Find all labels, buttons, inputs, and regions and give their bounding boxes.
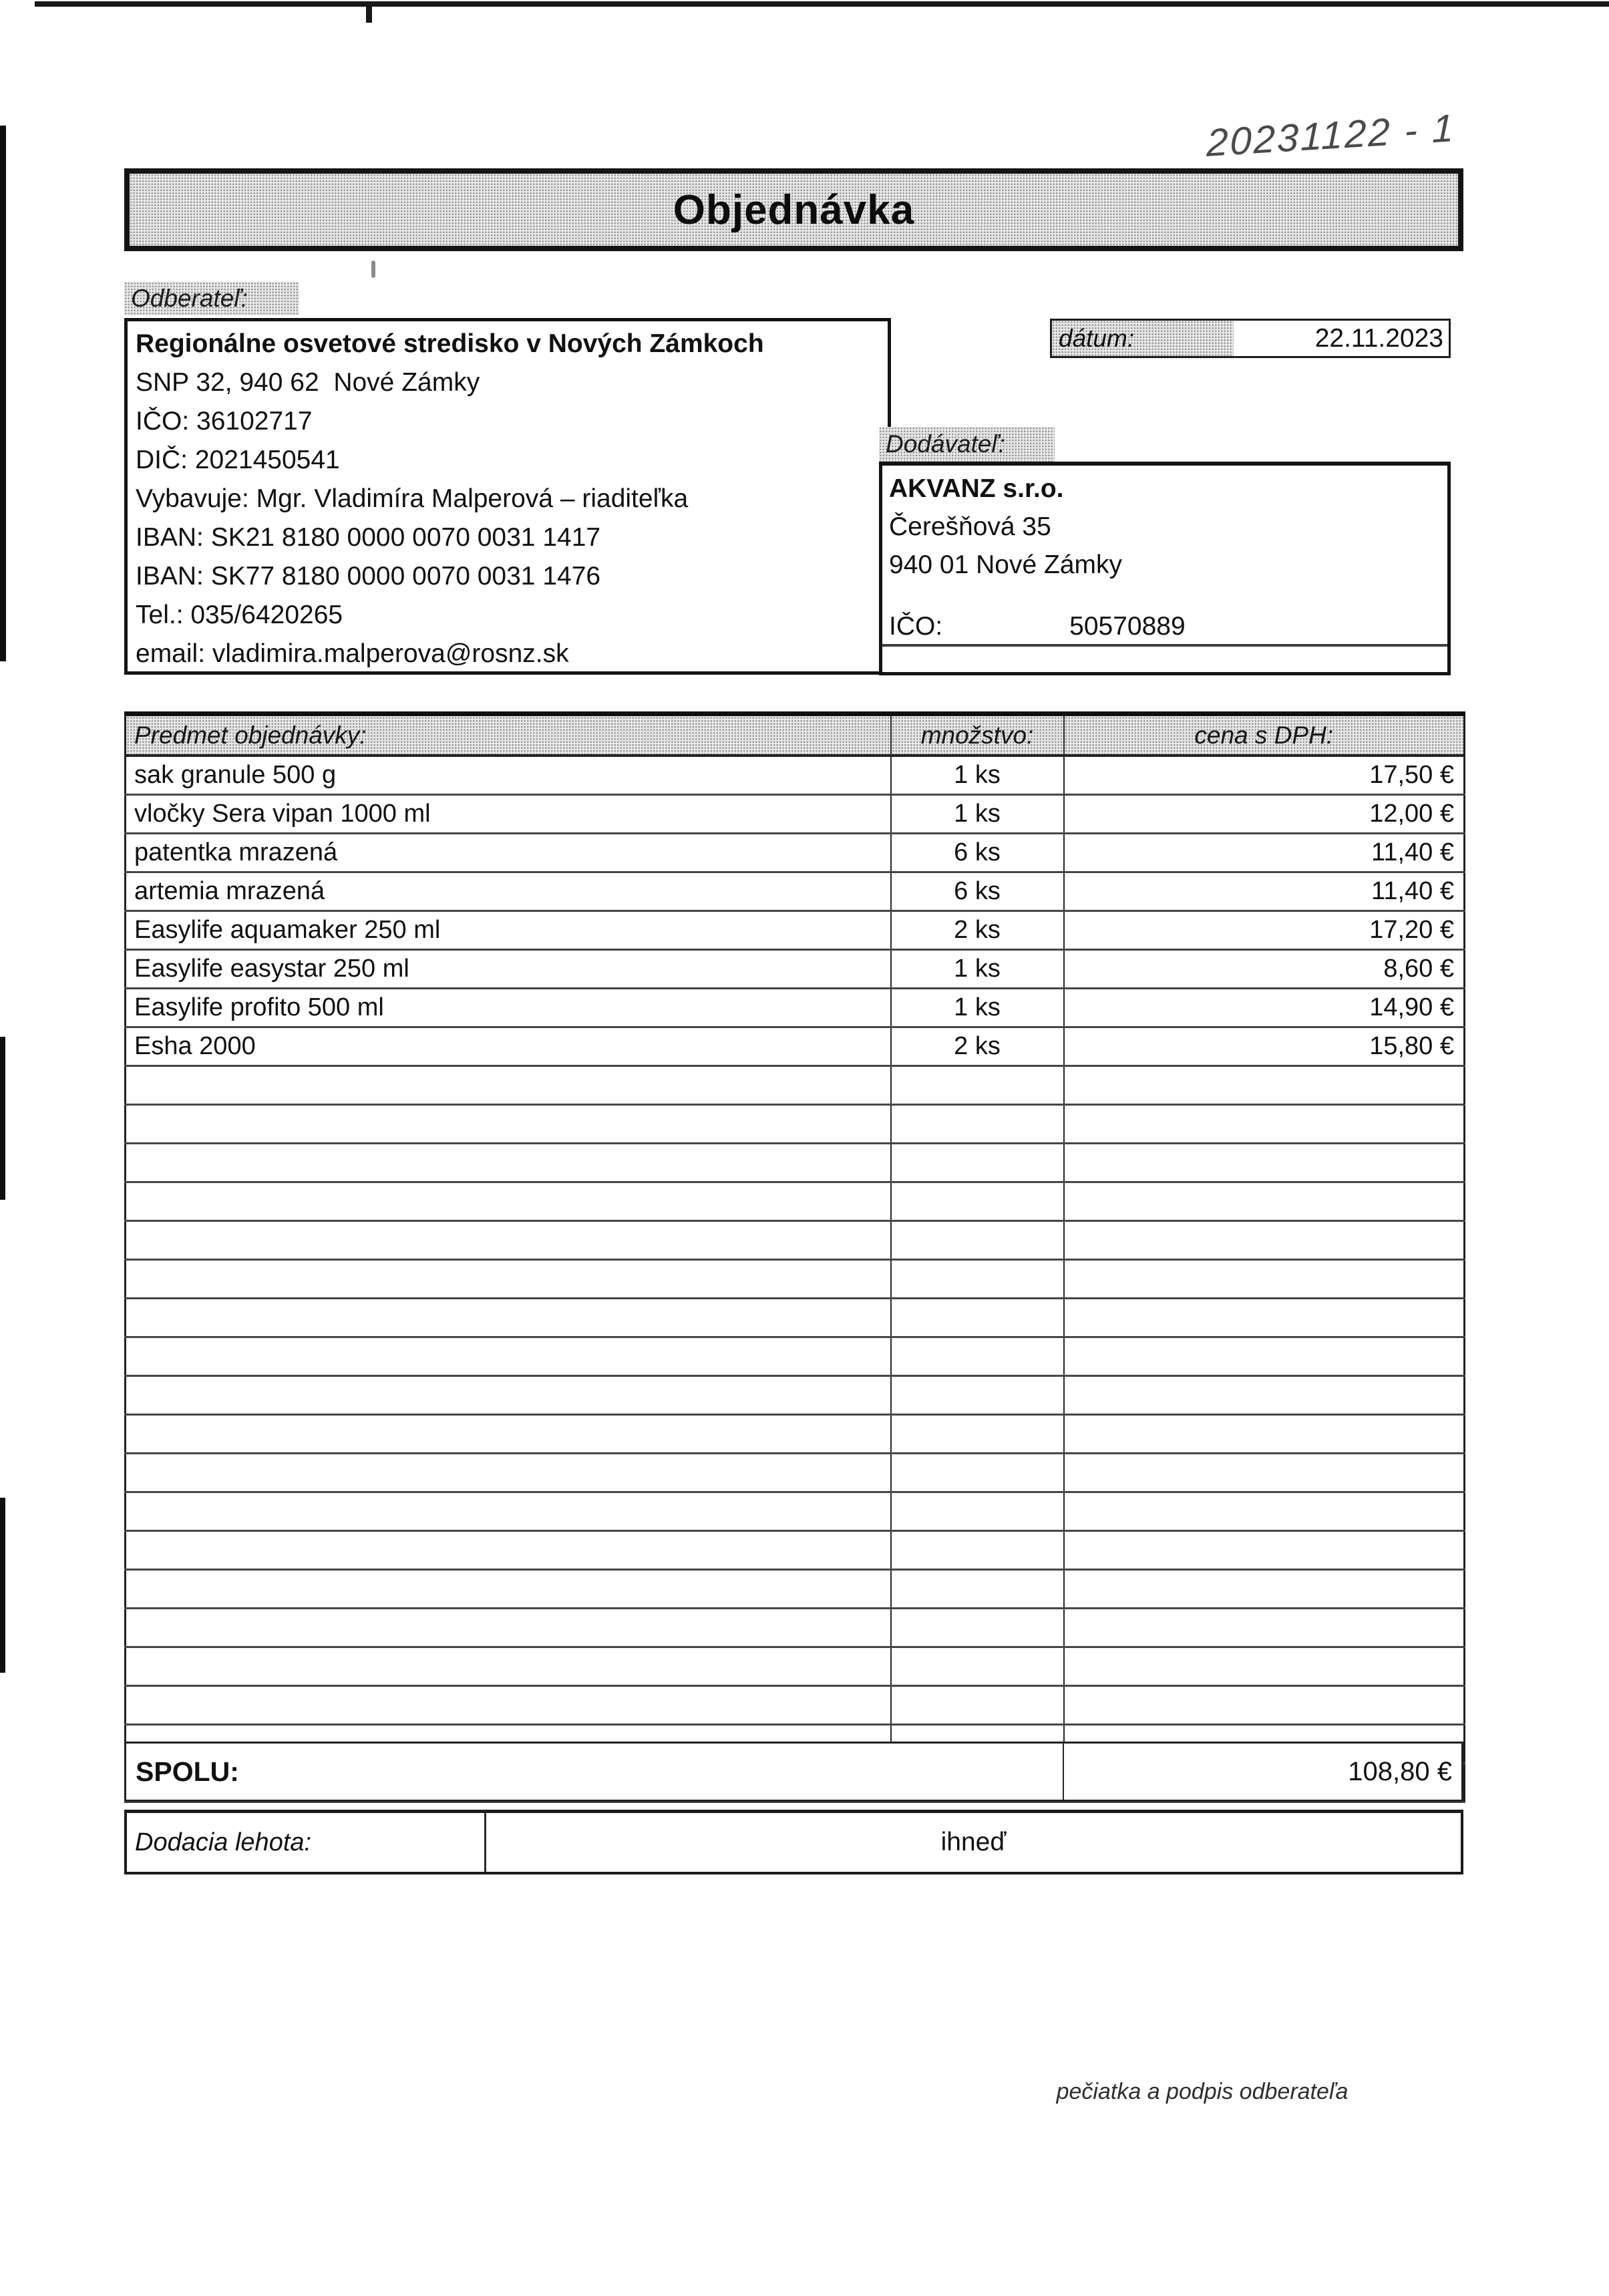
customer-iban-2: IBAN: SK77 8180 0000 0070 0031 1476 [136, 562, 601, 591]
date-row [1050, 319, 1451, 358]
empty-cell [891, 1066, 1064, 1105]
customer-ico: IČO: 36102717 [136, 407, 313, 436]
delivery-value: ihneď [940, 1828, 1007, 1856]
empty-cell [1064, 1647, 1465, 1686]
order-table-empty-row [126, 1454, 1465, 1492]
order-table-empty-row [126, 1337, 1465, 1376]
order-table-row [126, 950, 1465, 989]
empty-cell [1064, 1531, 1465, 1570]
customer-address: SNP 32, 940 62 Nové Zámky [136, 368, 480, 397]
total-value: 108,80 € [1063, 1744, 1461, 1800]
empty-cell [1064, 1609, 1465, 1647]
order-table-row [126, 989, 1465, 1027]
delivery-label: Dodacia lehota: [127, 1813, 486, 1872]
order-items-table [124, 711, 1465, 1803]
empty-cell [1064, 1337, 1465, 1376]
order-table-row [126, 795, 1465, 834]
item-name: artemia mrazená [126, 872, 891, 911]
order-table-empty-row [126, 1221, 1465, 1260]
empty-cell [891, 1647, 1064, 1686]
supplier-street: Čerešňová 35 [889, 512, 1051, 541]
customer-email: email: vladimira.malperova@rosnz.sk [136, 639, 569, 668]
item-name: sak granule 500 g [126, 756, 891, 795]
delivery-row [124, 1810, 1463, 1874]
empty-cell [1064, 1144, 1465, 1182]
empty-cell [891, 1415, 1064, 1454]
empty-cell [126, 1686, 891, 1725]
empty-cell [891, 1492, 1064, 1531]
empty-cell [126, 1376, 891, 1415]
item-name: Easylife aquamaker 250 ml [126, 911, 891, 950]
empty-cell [1064, 1066, 1465, 1105]
empty-cell [1064, 1105, 1465, 1144]
item-price: 12,00 € [1064, 795, 1465, 834]
customer-info-box [124, 318, 891, 675]
empty-cell [126, 1492, 891, 1531]
empty-cell [891, 1531, 1064, 1570]
supplier-ico-label: IČO: [889, 612, 943, 641]
total-row [124, 1742, 1463, 1802]
order-table-header-row [126, 714, 1465, 756]
order-table-empty-row [126, 1260, 1465, 1299]
scan-edge-tick [366, 1, 372, 23]
item-quantity: 2 ks [891, 1027, 1064, 1066]
empty-cell [891, 1337, 1064, 1376]
empty-cell [126, 1337, 891, 1376]
empty-cell [126, 1144, 891, 1182]
order-table-empty-row [126, 1144, 1465, 1182]
date-label: dátum: [1052, 321, 1234, 356]
item-name: Esha 2000 [126, 1027, 891, 1066]
empty-cell [126, 1299, 891, 1337]
order-table-empty-row [126, 1531, 1465, 1570]
item-quantity: 1 ks [891, 989, 1064, 1027]
customer-dic: DIČ: 2021450541 [136, 446, 340, 474]
order-table-row [126, 834, 1465, 872]
item-price: 17,20 € [1064, 911, 1465, 950]
order-table-empty-row [126, 1376, 1465, 1415]
empty-cell [1064, 1454, 1465, 1492]
item-price: 11,40 € [1064, 872, 1465, 911]
supplier-info-box [879, 462, 1451, 675]
empty-cell [891, 1105, 1064, 1144]
item-name: Easylife profito 500 ml [126, 989, 891, 1027]
header-price: cena s DPH: [1064, 714, 1465, 756]
scan-edge-top [35, 1, 1609, 7]
item-price: 11,40 € [1064, 834, 1465, 872]
empty-cell [1064, 1221, 1465, 1260]
empty-cell [1064, 1415, 1465, 1454]
empty-cell [126, 1454, 891, 1492]
document-title: Objednávka [673, 186, 915, 233]
empty-cell [891, 1686, 1064, 1725]
empty-cell [891, 1570, 1064, 1609]
supplier-name: AKVANZ s.r.o. [889, 474, 1064, 503]
order-table-empty-row [126, 1182, 1465, 1221]
item-quantity: 6 ks [891, 872, 1064, 911]
order-table-empty-row [126, 1492, 1465, 1531]
item-quantity: 1 ks [891, 795, 1064, 834]
customer-iban-1: IBAN: SK21 8180 0000 0070 0031 1417 [136, 523, 601, 552]
order-table-row [126, 756, 1465, 795]
empty-cell [126, 1570, 891, 1609]
empty-cell [126, 1415, 891, 1454]
empty-cell [1064, 1376, 1465, 1415]
customer-phone: Tel.: 035/6420265 [136, 601, 343, 629]
empty-cell [126, 1105, 891, 1144]
empty-cell [891, 1144, 1064, 1182]
empty-cell [891, 1182, 1064, 1221]
empty-cell [891, 1376, 1064, 1415]
item-name: vločky Sera vipan 1000 ml [126, 795, 891, 834]
item-quantity: 2 ks [891, 911, 1064, 950]
order-table-empty-row [126, 1686, 1465, 1725]
supplier-city: 940 01 Nové Zámky [889, 550, 1123, 579]
item-name: Easylife easystar 250 ml [126, 950, 891, 989]
order-table-row [126, 1027, 1465, 1066]
order-table-row [126, 911, 1465, 950]
empty-cell [891, 1609, 1064, 1647]
empty-cell [891, 1454, 1064, 1492]
scan-edge-left-1 [0, 126, 6, 661]
order-table-empty-row [126, 1647, 1465, 1686]
item-quantity: 6 ks [891, 834, 1064, 872]
item-price: 17,50 € [1064, 756, 1465, 795]
empty-cell [126, 1066, 891, 1105]
empty-cell [126, 1647, 891, 1686]
order-table-empty-row [126, 1299, 1465, 1337]
item-price: 15,80 € [1064, 1027, 1465, 1066]
empty-cell [1064, 1182, 1465, 1221]
order-table-empty-row [126, 1105, 1465, 1144]
item-quantity: 1 ks [891, 756, 1064, 795]
empty-cell [126, 1260, 891, 1299]
supplier-ico-value: 50570889 [1069, 612, 1186, 641]
handwritten-order-number: 20231122 - 1 [1206, 106, 1456, 165]
item-price: 8,60 € [1064, 950, 1465, 989]
scan-edge-left-3 [0, 1498, 5, 1673]
stamp-signature-note: pečiatka a podpis odberateľa [1056, 2079, 1349, 2104]
empty-cell [126, 1182, 891, 1221]
empty-cell [1064, 1492, 1465, 1531]
total-label: SPOLU: [136, 1756, 239, 1787]
order-table-empty-row [126, 1066, 1465, 1105]
supplier-ico-row [882, 609, 1447, 647]
empty-cell [1064, 1299, 1465, 1337]
item-quantity: 1 ks [891, 950, 1064, 989]
header-quantity: množstvo: [891, 714, 1064, 756]
empty-cell [891, 1299, 1064, 1337]
empty-cell [891, 1221, 1064, 1260]
customer-contact-person: Vybavuje: Mgr. Vladimíra Malperová – riaditeľka [136, 484, 689, 513]
empty-cell [1064, 1686, 1465, 1725]
scan-speck [371, 261, 375, 278]
empty-cell [126, 1531, 891, 1570]
customer-name: Regionálne osvetové stredisko v Nových Zámkoch [136, 329, 764, 358]
empty-cell [1064, 1260, 1465, 1299]
empty-cell [126, 1221, 891, 1260]
empty-cell [1064, 1570, 1465, 1609]
order-table-row [126, 872, 1465, 911]
date-value: 22.11.2023 [1314, 323, 1443, 353]
item-name: patentka mrazená [126, 834, 891, 872]
order-table-empty-row [126, 1609, 1465, 1647]
header-item: Predmet objednávky: [126, 714, 891, 756]
empty-cell [891, 1260, 1064, 1299]
order-table-empty-row [126, 1570, 1465, 1609]
order-table-empty-row [126, 1415, 1465, 1454]
scan-edge-left-2 [0, 1037, 5, 1200]
customer-section-label: Odberateľ: [124, 282, 299, 315]
title-banner [124, 168, 1463, 251]
supplier-section-label: Dodávateľ: [879, 427, 1055, 462]
empty-cell [126, 1609, 891, 1647]
item-price: 14,90 € [1064, 989, 1465, 1027]
